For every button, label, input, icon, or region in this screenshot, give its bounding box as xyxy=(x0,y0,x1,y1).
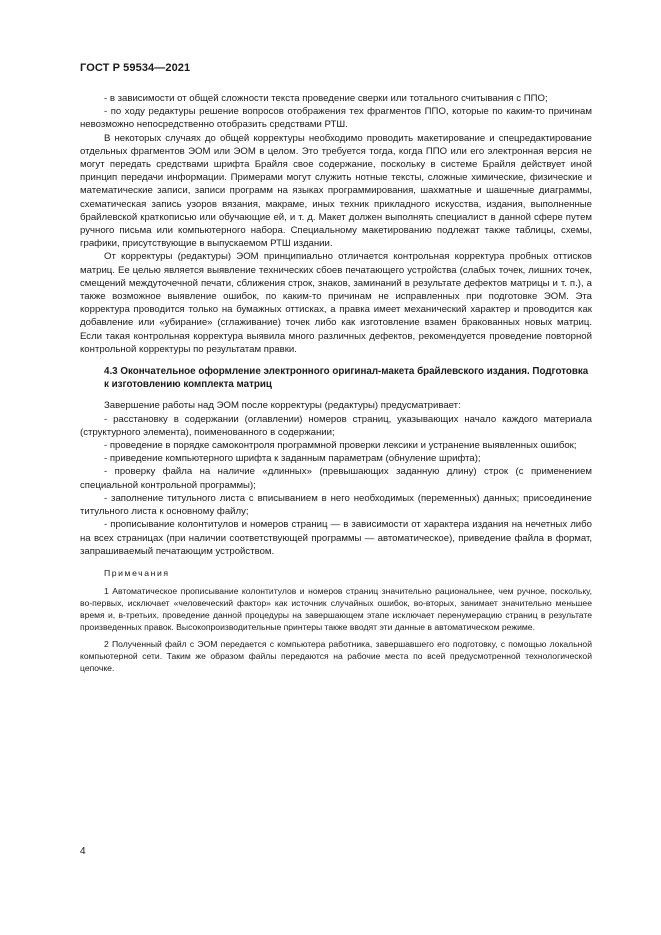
body-text xyxy=(80,92,592,674)
paragraph-control-proofreading: От корректуры (редактуры) ЭОМ принципиально отличается контрольная корректура пробных оттисков матриц. Ее целью является выявление технических сбоев печатающего устройства (слабых точек, лишних точек, смещений междуточечной печати, сближения строк, знаков, заминаний в результате дефектов матрицы и т. п.), а также возможное выявление ошибок, по каким-то причинам не исправленных при подготовке ЭОМ. Эта корректура проводится только на бумажных оттисках, а правка имеет механический характер и проводится как добавление или «убирание» (сглаживание) точек либо как изготовление взамен бракованных новых матриц. Если такая контрольная корректура выявила много различных дефектов, рекомендуется проведение повторной контрольной корректуры по результатам правки. xyxy=(80,251,592,355)
notes-title: Примечания xyxy=(104,567,170,578)
list-item: - прописывание колонтитулов и номеров страниц — в зависимости от характера издания на нечетных либо на всех страницах (при наличии соответствующей программы — автоматическое), приведение файла в формат, запрашиваемый печатающим устройством. xyxy=(80,519,592,557)
intro-item: - по ходу редактуры решение вопросов отображения тех фрагментов ППО, которые по каким-то причинам невозможно непосредственно отобразить средствами РТШ. xyxy=(80,106,592,131)
note-item: 2 Полученный файл с ЭОМ передается с компьютера работника, завершавшего его подготовку, с помощью локальной компьютерной сети. Таким же образом файлы передаются на рабочие места по всей предусмотренной технологической цепочке. xyxy=(80,638,592,673)
section-heading: 4.3 Окончательное оформление электронного оригинал-макета брайлевского издания. Подготовка к изготовлению комплекта матриц xyxy=(104,366,589,391)
list-item: - заполнение титульного листа с вписыванием в него необходимых (переменных) данных; присоединение титульного листа к основному файлу; xyxy=(80,492,592,518)
paragraph-mockup: В некоторых случаях до общей корректуры необходимо проводить макетирование и спецредактирование отдельных фрагментов ЭОМ или ЭОМ в целом. Это требуется тогда, когда ППО или его электронная версия не могут передать средствами шрифта Брайля свое содержание, поскольку в системе Брайля действует иной принцип передачи информации. Примерами могут служить нотные тексты, сложные химические, физические и математические записи, записи программ на языках программирования, шахматные и шашечные диаграммы, схематическая запись узоров вязания, макраме, иных техник прикладного искусства, издания, выполненные брайлевской краткописью или обучающие ей, и т. д. Макет должен выполнять специалист в данной сфере путем ручного письма или компьютерного набора. Специальному макетированию подлежат также таблицы, схемы, графики, присутствующие в выпускаемом РТШ издании. xyxy=(80,132,592,250)
list-item: - расстановку в содержании (оглавлении) номеров страниц, указывающих начало каждого материала (структурного элемента), поименованного в содержании; xyxy=(80,413,592,438)
list-item: - проверку файла на наличие «длинных» (превышающих заданную длину) строк (с применением специальной контрольной программы); xyxy=(80,466,592,491)
note-item: 1 Автоматическое прописывание колонтитулов и номеров страниц значительно рациональнее, чем ручное, поскольку, во-первых, исключает «человеческий фактор» как источник случайных ошибок, во-вторых, занимает значительно меньшее время и, в-третьих, проведение данной процедуры на завершающем этапе исключает перенумерацию страниц в результате произведенных правок. Высокопроизводительные принтеры также вводят эти данные в автоматическом режиме. xyxy=(80,585,592,632)
page-number: 4 xyxy=(80,846,86,857)
standard-designation: ГОСТ Р 59534—2021 xyxy=(80,62,191,74)
list-item: - проведение в порядке самоконтроля программной проверки лексики и устранение выявленных ошибок; xyxy=(104,440,577,452)
notes-block xyxy=(80,567,592,674)
list-item: - приведение компьютерного шрифта к заданным параметрам (обнуление шрифта); xyxy=(104,453,481,465)
section-lead: Завершение работы над ЭОМ после корректуры (редактуры) предусматривает: xyxy=(104,400,461,412)
intro-item: - в зависимости от общей сложности текста проведение сверки или тотального считывания с ППО; xyxy=(104,93,548,104)
